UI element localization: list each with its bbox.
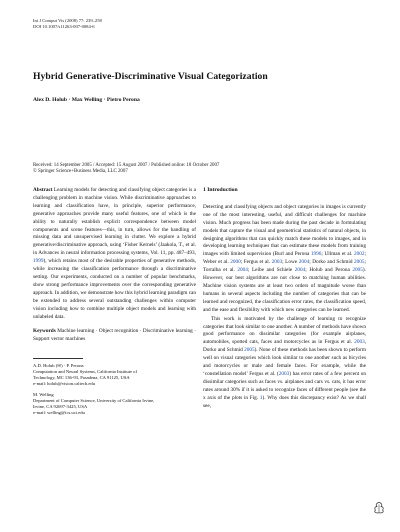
paper-title: Hybrid Generative-Discriminative Visual Categorization bbox=[33, 71, 268, 82]
keywords-label: Keywords bbox=[33, 328, 56, 335]
abstract bbox=[33, 187, 196, 321]
citation-link[interactable]: 2004 bbox=[294, 267, 306, 274]
author-list: Alex D. Holub · Max Welling · Pietro Perona bbox=[33, 97, 140, 103]
text-run: ). However, our best algorithms are not close to matching human abilities. Machine vision systems are at least two orders of magnitude worse than humans in several aspects including the number of categories that can be learned and recognized, the classification error rates, the classification speed, and the ease and flexibility with which new categories can be learned. bbox=[203, 267, 366, 313]
affiliation-line: Department of Computer Science, University of California Irvine, bbox=[33, 398, 155, 404]
text-run: ; Ullman et al. bbox=[321, 251, 355, 258]
text-run: , Dorko and Schmid bbox=[203, 339, 366, 354]
citation-link[interactable]: 2000 bbox=[230, 259, 241, 266]
left-column bbox=[33, 187, 196, 344]
citation-link[interactable]: 2005 bbox=[354, 259, 365, 266]
text-run: Detecting and classifying objects and object categories in images is currently one of the most interesting, useful, and difficult challenges for machine vision. Much progress has been made during the past decade in formulating models that capture the visual and geometrical statistics of natural objects, in designing algorithms that can quickly match these models to images, and in developing learning techniques that can estimate these models from training images with limited supervision (Burl and Perona bbox=[203, 203, 366, 258]
journal-header bbox=[33, 18, 102, 30]
citation-link[interactable]: 2004 bbox=[237, 267, 248, 274]
citation-link[interactable]: 1999 bbox=[33, 258, 44, 265]
doi: DOI 10.1007/s11263-007-0084-6 bbox=[33, 24, 95, 29]
received-accepted-dates: Received: 14 September 2005 / Accepted: 15 August 2007 / Published online: 18 October 2007 bbox=[33, 163, 220, 168]
abstract-text-cont: ), which retains most of the desirable properties of generative methods, while increasing the classification performance through a discriminative setting. Our experiments, conducted on a number of popular benchmarks, show strong performance improvements over the corresponding generative approach. In addition, we demonstrate how this hybrid learning paradigm can be extended to address several outstanding challenges within computer vision including how to combine multiple object models and learning with unlabeled data. bbox=[33, 258, 196, 320]
affiliation-line: Computation and Neural Systems, California Institute of bbox=[33, 369, 137, 375]
affiliation-welling bbox=[33, 392, 196, 417]
text-run: ; Weber et al. bbox=[203, 251, 366, 266]
text-run: This work is motivated by the challenge of learning to recognize categories that look similar to one another. A number of methods have shown good performance on dissimilar categories (for example airplanes, automobiles, spotted cats, faces and motorcycles as in Fergus et al. bbox=[203, 315, 366, 346]
text-run: ; Torralba et al. bbox=[203, 259, 367, 274]
text-run: ) has error rates of a few percent on dissimilar categories such as faces vs. airplanes and cars vs. cats, it has error rates around 30% if it is asked to recognize faces of different people (see the x axis of the plots in Fig. bbox=[203, 370, 366, 401]
affiliation-line: Technology, MC 136-93, Pasadena, CA 91125, USA bbox=[33, 375, 130, 381]
citation-link[interactable]: 1996 bbox=[310, 251, 322, 258]
publication-dates bbox=[33, 163, 219, 175]
citation-link[interactable]: 2004 bbox=[298, 259, 310, 266]
intro-paragraph-2 bbox=[203, 316, 366, 411]
abstract-label: Abstract bbox=[33, 187, 53, 193]
journal-citation: Int J Comput Vis (2008) 77: 239–258 bbox=[33, 18, 102, 23]
text-run: ; Dorko and Schmid bbox=[309, 259, 355, 266]
text-run: ; Holub and Perona bbox=[305, 267, 353, 274]
text-run: ; Fergus et al. bbox=[240, 259, 272, 266]
affiliation-holub-perona bbox=[33, 363, 196, 388]
text-run: ). None of these methods has been shown to perform well on visual categories which look similar to one another such as bicycles and motorcycles or male and female faces. For example, while the ‘constellation model’ Fergus et al. ( bbox=[203, 347, 366, 377]
citation-link[interactable]: 2005 bbox=[244, 347, 255, 354]
affiliation-line: M. Welling bbox=[33, 392, 54, 397]
affiliation-line: Irvine, CA 92697-3425, USA bbox=[33, 404, 88, 410]
citation-link[interactable]: 2002 bbox=[354, 251, 365, 258]
text-run: ; Leibe and Schiele bbox=[247, 267, 295, 274]
springer-logo-icon bbox=[372, 501, 386, 515]
figure-link[interactable]: 1 bbox=[259, 394, 263, 401]
citation-link[interactable]: 2005 bbox=[352, 267, 363, 274]
affiliation-line: A.D. Holub (✉) · P. Perona bbox=[33, 363, 84, 368]
keywords bbox=[33, 328, 196, 344]
citation-link[interactable]: 2003 bbox=[278, 370, 290, 377]
text-run: ; Lowe bbox=[282, 259, 299, 266]
affiliation-email[interactable]: e-mail: holub@vision.caltech.edu bbox=[33, 381, 96, 387]
text-run: ). Why does this discrepancy exist? As we shall see, bbox=[203, 394, 367, 409]
section-heading-introduction: 1 Introduction bbox=[203, 187, 238, 193]
intro-paragraph-1 bbox=[203, 204, 366, 315]
citation-link[interactable]: 2003 bbox=[271, 259, 283, 266]
abstract-text: Learning models for detecting and classifying object categories is a challenging problem in machine vision. While discriminative approaches to learning and classification have, in principle, superior performance, generative approaches provide many useful features, one of which is the ability to naturally establish explicit correspondence between model components and scene features—this, in turn, allows for the handling of missing data and unsupervised learning in clutter. We explore a hybrid generative/discriminative approach, using ‘Fisher Kernels’ (Jaakola, T., et al. in Advances in neural information processing systems, Vol. 11, pp. 487–493, bbox=[33, 187, 196, 257]
citation-link[interactable]: 2003 bbox=[354, 339, 365, 346]
keywords-text: Machine learning · Object recognition · Discriminative learning · Support vector machines bbox=[33, 328, 197, 343]
copyright-notice: © Springer Science+Business Media, LLC 2007 bbox=[33, 169, 128, 175]
right-column bbox=[203, 187, 366, 410]
affiliation-email[interactable]: e-mail: welling@ics.uci.edu bbox=[33, 410, 85, 416]
footnote-divider bbox=[33, 358, 83, 359]
